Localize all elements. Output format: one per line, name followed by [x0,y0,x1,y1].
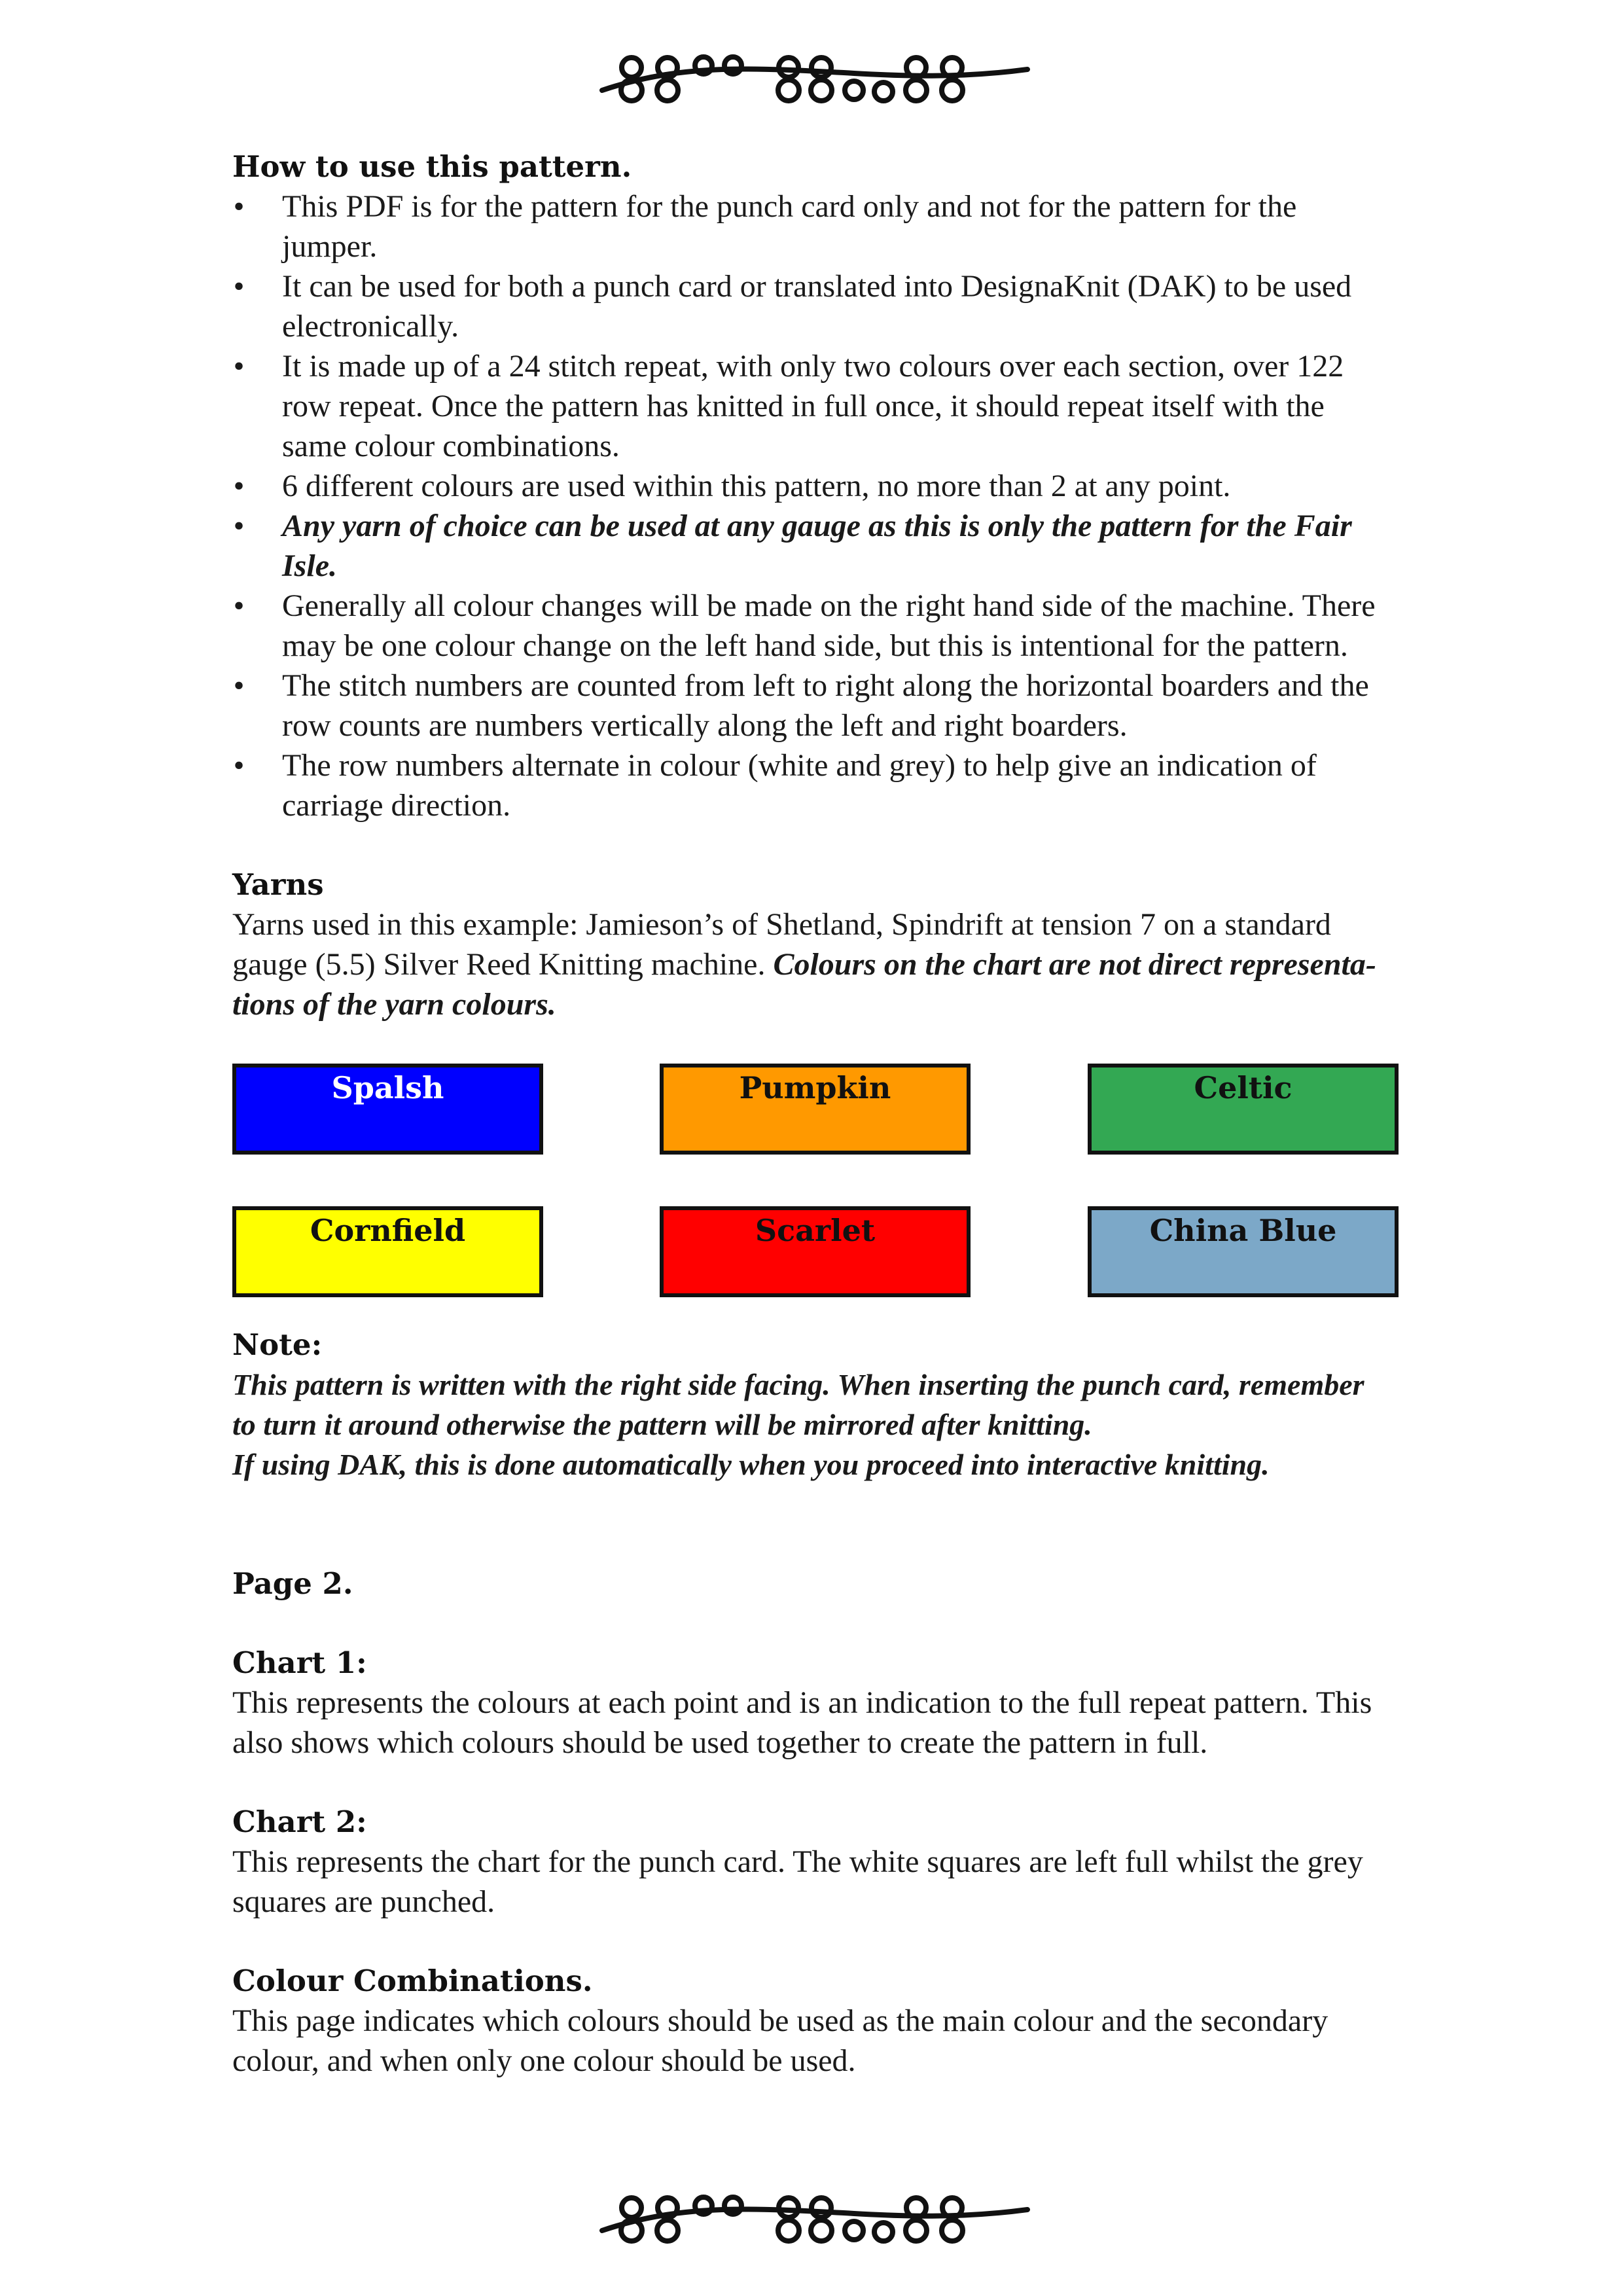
how-to-heading: How to use this pattern. [232,149,632,184]
note-line-2: If using DAK, this is done automatically when you proceed into interactive knitting. [232,1448,1270,1481]
bullet-text: It is made up of a 24 stitch repeat, with only two colours over each section, over 122 row repeat. Once the pattern has knitted in full once, it should repeat itself with the same colour combinations. [282,349,1344,463]
swatch-cornfield [232,1206,543,1297]
colour-combinations-heading: Colour Combinations. [232,1964,593,1998]
yarns-text [232,905,1391,1024]
loop-ornament-top [592,45,1037,117]
swatch-label: Cornfield [310,1213,466,1248]
bullet-icon: • [233,349,245,384]
bullet-icon: • [233,469,245,503]
swatch-label: Celtic [1194,1070,1293,1105]
list-item [232,586,1391,666]
bullet-text-emphasis: Any yarn of choice can be used at any gauge as this is only the pattern for the Fair Isle. [282,509,1352,583]
chart2-text: This represents the chart for the punch card. The white squares are left full whilst the grey squares are punched. [232,1844,1363,1919]
list-item [232,466,1391,506]
colour-swatches [232,1064,1391,1325]
bullet-icon: • [233,748,245,783]
list-item [232,745,1391,825]
swatch-label: China Blue [1149,1213,1337,1248]
bullet-text: Generally all colour changes will be made on the right hand side of the machine. There may be one colour change on the left hand side, but this is intentional for the pattern. [282,588,1376,663]
bullet-text: It can be used for both a punch card or translated into DesignaKnit (DAK) to be used electronically. [282,269,1352,344]
bullet-icon: • [233,269,245,304]
how-to-list [232,187,1391,825]
bullet-icon: • [233,588,245,623]
bullet-text: This PDF is for the pattern for the punch card only and not for the pattern for the jumper. [282,189,1297,264]
chart1-text: This represents the colours at each point and is an indication to the full repeat pattern. This also shows which colours should be used together to create the pattern in full. [232,1685,1372,1760]
page-content [232,147,1391,2081]
list-item [232,506,1391,586]
bullet-text: The stitch numbers are counted from left to right along the horizontal boarders and the row counts are numbers vertically along the left and right boarders. [282,668,1369,743]
bullet-icon: • [233,509,245,543]
chart1-heading: Chart 1: [232,1645,367,1680]
bullet-text: The row numbers alternate in colour (white and grey) to help give an indication of carriage direction. [282,748,1317,823]
page2-heading: Page 2. [232,1566,353,1601]
yarns-emphasis: Colours on the chart are not direct representa-tions of the yarn colours. [232,947,1376,1022]
swatch-spalsh [232,1064,543,1155]
chart2-heading: Chart 2: [232,1804,367,1839]
list-item [232,187,1391,266]
note-heading: Note: [232,1327,323,1362]
swatch-label: Pumpkin [739,1070,891,1105]
yarns-heading: Yarns [232,867,324,902]
swatch-label: Scarlet [755,1213,876,1248]
swatch-china-blue [1088,1206,1399,1297]
list-item [232,266,1391,346]
swatch-pumpkin [660,1064,971,1155]
swatch-label: Spalsh [331,1070,444,1105]
list-item [232,346,1391,466]
list-item [232,666,1391,745]
colour-combinations-text: This page indicates which colours should be used as the main colour and the secondary colour, and when only one colour should be used. [232,2003,1329,2078]
note-line-1: This pattern is written with the right side facing. When inserting the punch card, remember to turn it around otherwise the pattern will be mirrored after knitting. [232,1368,1364,1441]
swatch-celtic [1088,1064,1399,1155]
bullet-icon: • [233,668,245,703]
yarns-description: Yarns used in this example: Jamieson’s of Shetland, Spindrift at tension 7 on a standard gauge (5.5) Silver Reed Knitting machine. [232,907,1331,982]
loop-ornament-bottom [592,2185,1037,2257]
bullet-text: 6 different colours are used within this pattern, no more than 2 at any point. [282,469,1231,503]
swatch-scarlet [660,1206,971,1297]
bullet-icon: • [233,189,245,224]
